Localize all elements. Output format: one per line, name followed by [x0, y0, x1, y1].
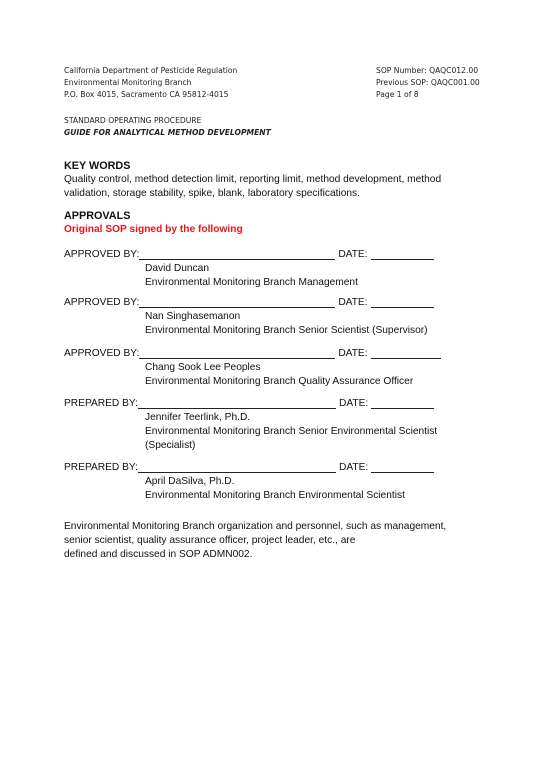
header-address: P.O. Box 4015, Sacramento CA 95812-4015 [64, 90, 229, 99]
keywords-heading: KEY WORDS [64, 160, 131, 172]
note-line: Environmental Monitoring Branch organization and personnel, such as management, [64, 521, 447, 532]
date-label: DATE: [338, 348, 368, 359]
date-line [371, 296, 434, 308]
keywords-section [64, 159, 484, 201]
approval-label: APPROVED BY: [64, 297, 140, 308]
header-page-number: Page 1 of 8 [376, 90, 419, 99]
approval-label: APPROVED BY: [64, 249, 140, 260]
signature-line [139, 296, 335, 308]
date-label: DATE: [338, 398, 369, 409]
approvals-section [64, 209, 484, 237]
header-row [64, 65, 494, 77]
date-label: DATE: [338, 249, 368, 260]
approvals-note: Original SOP signed by the following [64, 224, 243, 235]
approval-entry [64, 397, 484, 453]
approval-entry [64, 248, 484, 290]
signature-line [138, 397, 336, 409]
date-line [371, 461, 434, 473]
approver-title: Environmental Monitoring Branch Senior Scientist (Supervisor) [145, 325, 428, 336]
approval-entry [64, 461, 484, 503]
approver-name: Nan Singhasemanon [145, 311, 241, 322]
procedure-type: STANDARD OPERATING PROCEDURE [64, 116, 202, 125]
approver-title: Environmental Monitoring Branch Management [145, 277, 358, 288]
preparer-title: Environmental Monitoring Branch Environmental Scientist [145, 490, 405, 501]
note-line: senior scientist, quality assurance officer, project leader, etc., are [64, 535, 356, 546]
document-header [64, 65, 494, 101]
keywords-text: Quality control, method detection limit, reporting limit, method development, method validation, storage stability, spike, blank, laboratory specifications. [64, 174, 442, 199]
signature-line [139, 347, 335, 359]
date-label: DATE: [338, 297, 368, 308]
header-sop-number: SOP Number: QAQC012.00 [376, 66, 479, 75]
approval-entry [64, 347, 484, 389]
approver-title: Environmental Monitoring Branch Quality Assurance Officer [145, 376, 414, 387]
procedure-title: GUIDE FOR ANALYTICAL METHOD DEVELOPMENT [64, 128, 271, 137]
header-branch: Environmental Monitoring Branch [64, 78, 192, 87]
date-line [371, 248, 434, 260]
approval-label: PREPARED BY: [64, 462, 138, 473]
header-previous-sop: Previous SOP: QAQC001.00 [376, 78, 480, 87]
approval-label: PREPARED BY: [64, 398, 138, 409]
procedure-block [64, 115, 271, 139]
approval-entry [64, 296, 484, 338]
header-row [64, 89, 494, 101]
approver-name: David Duncan [145, 263, 209, 274]
note-line: defined and discussed in SOP ADMN002. [64, 549, 253, 560]
header-row [64, 77, 494, 89]
date-label: DATE: [338, 462, 369, 473]
date-line [371, 347, 441, 359]
preparer-name: Jennifer Teerlink, Ph.D. [145, 412, 251, 423]
approver-name: Chang Sook Lee Peoples [145, 362, 261, 373]
organization-note [64, 520, 484, 562]
approvals-heading: APPROVALS [64, 210, 131, 222]
approval-label: APPROVED BY: [64, 348, 140, 359]
preparer-title: Environmental Monitoring Branch Senior Environmental Scientist [145, 426, 438, 437]
preparer-title-continued: (Specialist) [145, 440, 196, 451]
signature-line [138, 461, 336, 473]
date-line [371, 397, 434, 409]
signature-line [139, 248, 335, 260]
header-agency: California Department of Pesticide Regulation [64, 66, 238, 75]
preparer-name: April DaSilva, Ph.D. [145, 476, 235, 487]
